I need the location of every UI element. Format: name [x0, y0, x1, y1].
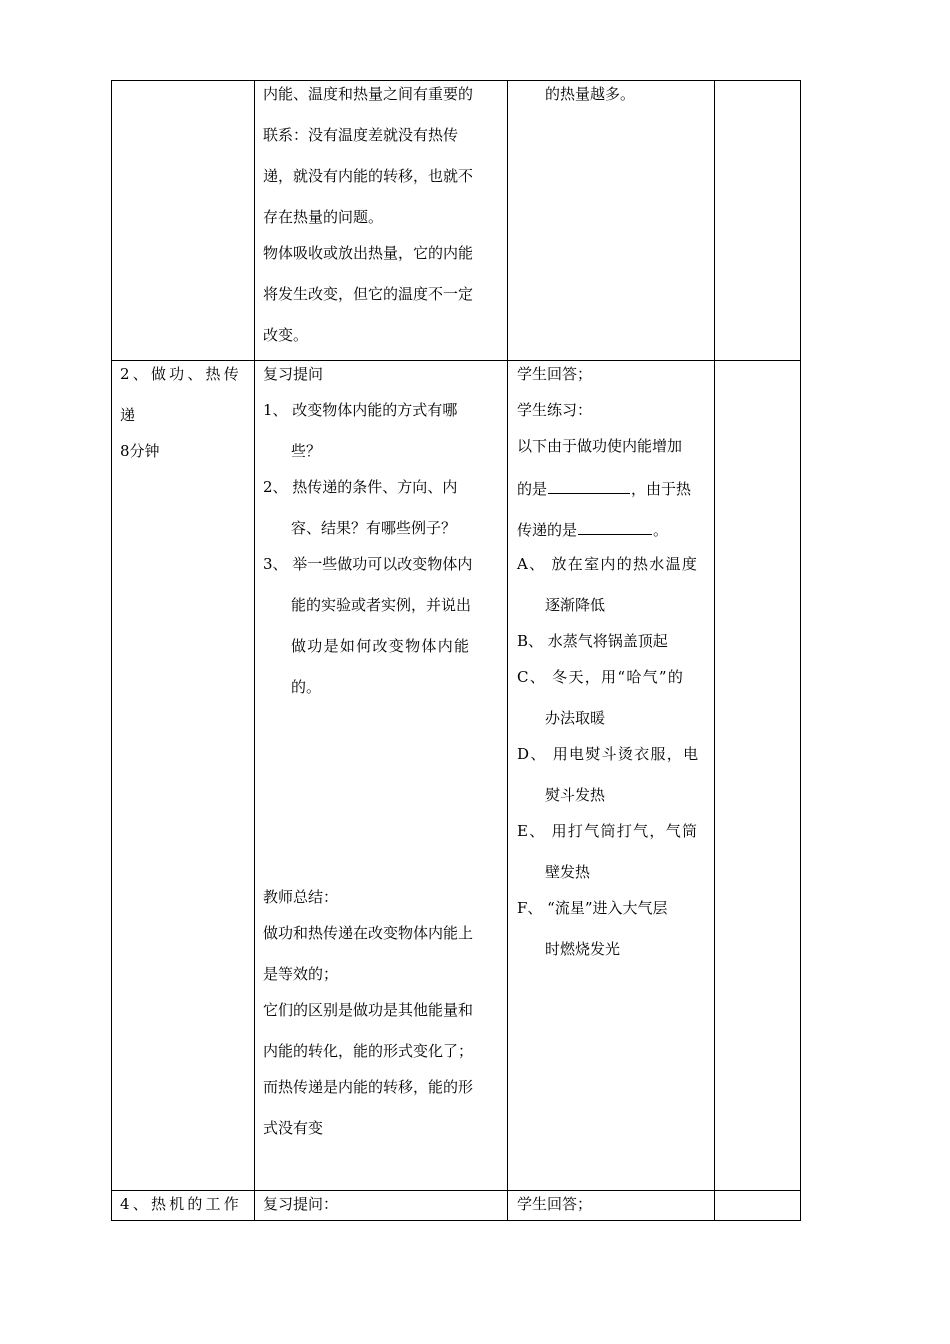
table-border-top	[111, 80, 801, 81]
option-line: 时燃烧发光	[545, 940, 621, 958]
content-line: 教师总结：	[263, 888, 339, 906]
table-border-right	[800, 80, 801, 1221]
row-divider-2	[111, 1190, 801, 1191]
option-line: 逐渐降低	[545, 596, 606, 614]
answer-blank	[578, 518, 652, 535]
content-line: 内能、温度和热量之间有重要的	[263, 85, 474, 103]
content-line: 3、 举一些做功可以改变物体内	[263, 555, 473, 573]
activity-line: 以下由于做功使内能增加	[517, 437, 683, 455]
row3-stage: 4、热机的工作	[120, 1195, 242, 1213]
option-line: 办法取暖	[545, 709, 606, 727]
question-text: ，由于热	[631, 480, 692, 498]
content-line: 些？	[291, 442, 322, 460]
content-line: 联系：没有温度差就没有热传	[263, 126, 459, 144]
stage-line: 8分钟	[120, 442, 160, 460]
column-divider-3	[714, 80, 715, 1221]
column-divider-2	[507, 80, 508, 1221]
activity-line: 学生练习：	[517, 401, 593, 419]
question-text: 传递的是	[517, 521, 578, 539]
content-line: 内能的转化，能的形式变化了；	[263, 1042, 474, 1060]
column-divider-1	[254, 80, 255, 1221]
activity-line: 的热量越多。	[545, 85, 636, 103]
content-line: 1、 改变物体内能的方式有哪	[263, 401, 458, 419]
content-line: 改变。	[263, 326, 309, 344]
content-line: 物体吸收或放出热量，它的内能	[263, 244, 474, 262]
stage-line: 2、做功、热传	[120, 365, 242, 383]
content-line: 做功和热传递在改变物体内能上	[263, 924, 474, 942]
option-line: 壁发热	[545, 863, 591, 881]
option-line: B、 水蒸气将锅盖顶起	[517, 632, 668, 650]
question-text: 。	[653, 521, 669, 539]
content-line: 复习提问	[263, 365, 324, 383]
option-line: A、 放在室内的热水温度	[517, 555, 699, 573]
option-line: C、 冬天，用“哈气”的	[517, 668, 685, 686]
question-text: 的是	[517, 480, 548, 498]
content-line: 将发生改变，但它的温度不一定	[263, 285, 474, 303]
activity-line: 学生回答；	[517, 365, 593, 383]
content-line: 它们的区别是做功是其他能量和	[263, 1001, 474, 1019]
option-line: E、 用打气筒打气，气筒	[517, 822, 699, 840]
activity-line	[517, 477, 691, 499]
row3-content: 复习提问：	[263, 1195, 339, 1213]
content-line: 容、结果？有哪些例子？	[291, 519, 457, 537]
content-line: 能的实验或者实例，并说出	[291, 596, 472, 614]
answer-blank	[548, 477, 630, 494]
content-line: 式没有变	[263, 1119, 324, 1137]
table-border-bottom	[111, 1220, 801, 1221]
option-line: D、 用电熨斗烫衣服，电	[517, 745, 700, 763]
content-line: 存在热量的问题。	[263, 208, 384, 226]
content-line: 递，就没有内能的转移，也就不	[263, 167, 474, 185]
row-divider-1	[111, 360, 801, 361]
content-line: 而热传递是内能的转移，能的形	[263, 1078, 474, 1096]
activity-line	[517, 518, 668, 540]
content-line: 是等效的；	[263, 965, 339, 983]
content-line: 的。	[291, 678, 322, 696]
content-line: 2、 热传递的条件、方向、内	[263, 478, 458, 496]
table-border-left	[111, 80, 112, 1221]
option-line: F、 “流星”进入大气层	[517, 899, 668, 917]
stage-line: 递	[120, 406, 136, 424]
content-line: 做功是如何改变物体内能	[291, 637, 471, 655]
row3-activity: 学生回答；	[517, 1195, 593, 1213]
option-line: 熨斗发热	[545, 786, 606, 804]
